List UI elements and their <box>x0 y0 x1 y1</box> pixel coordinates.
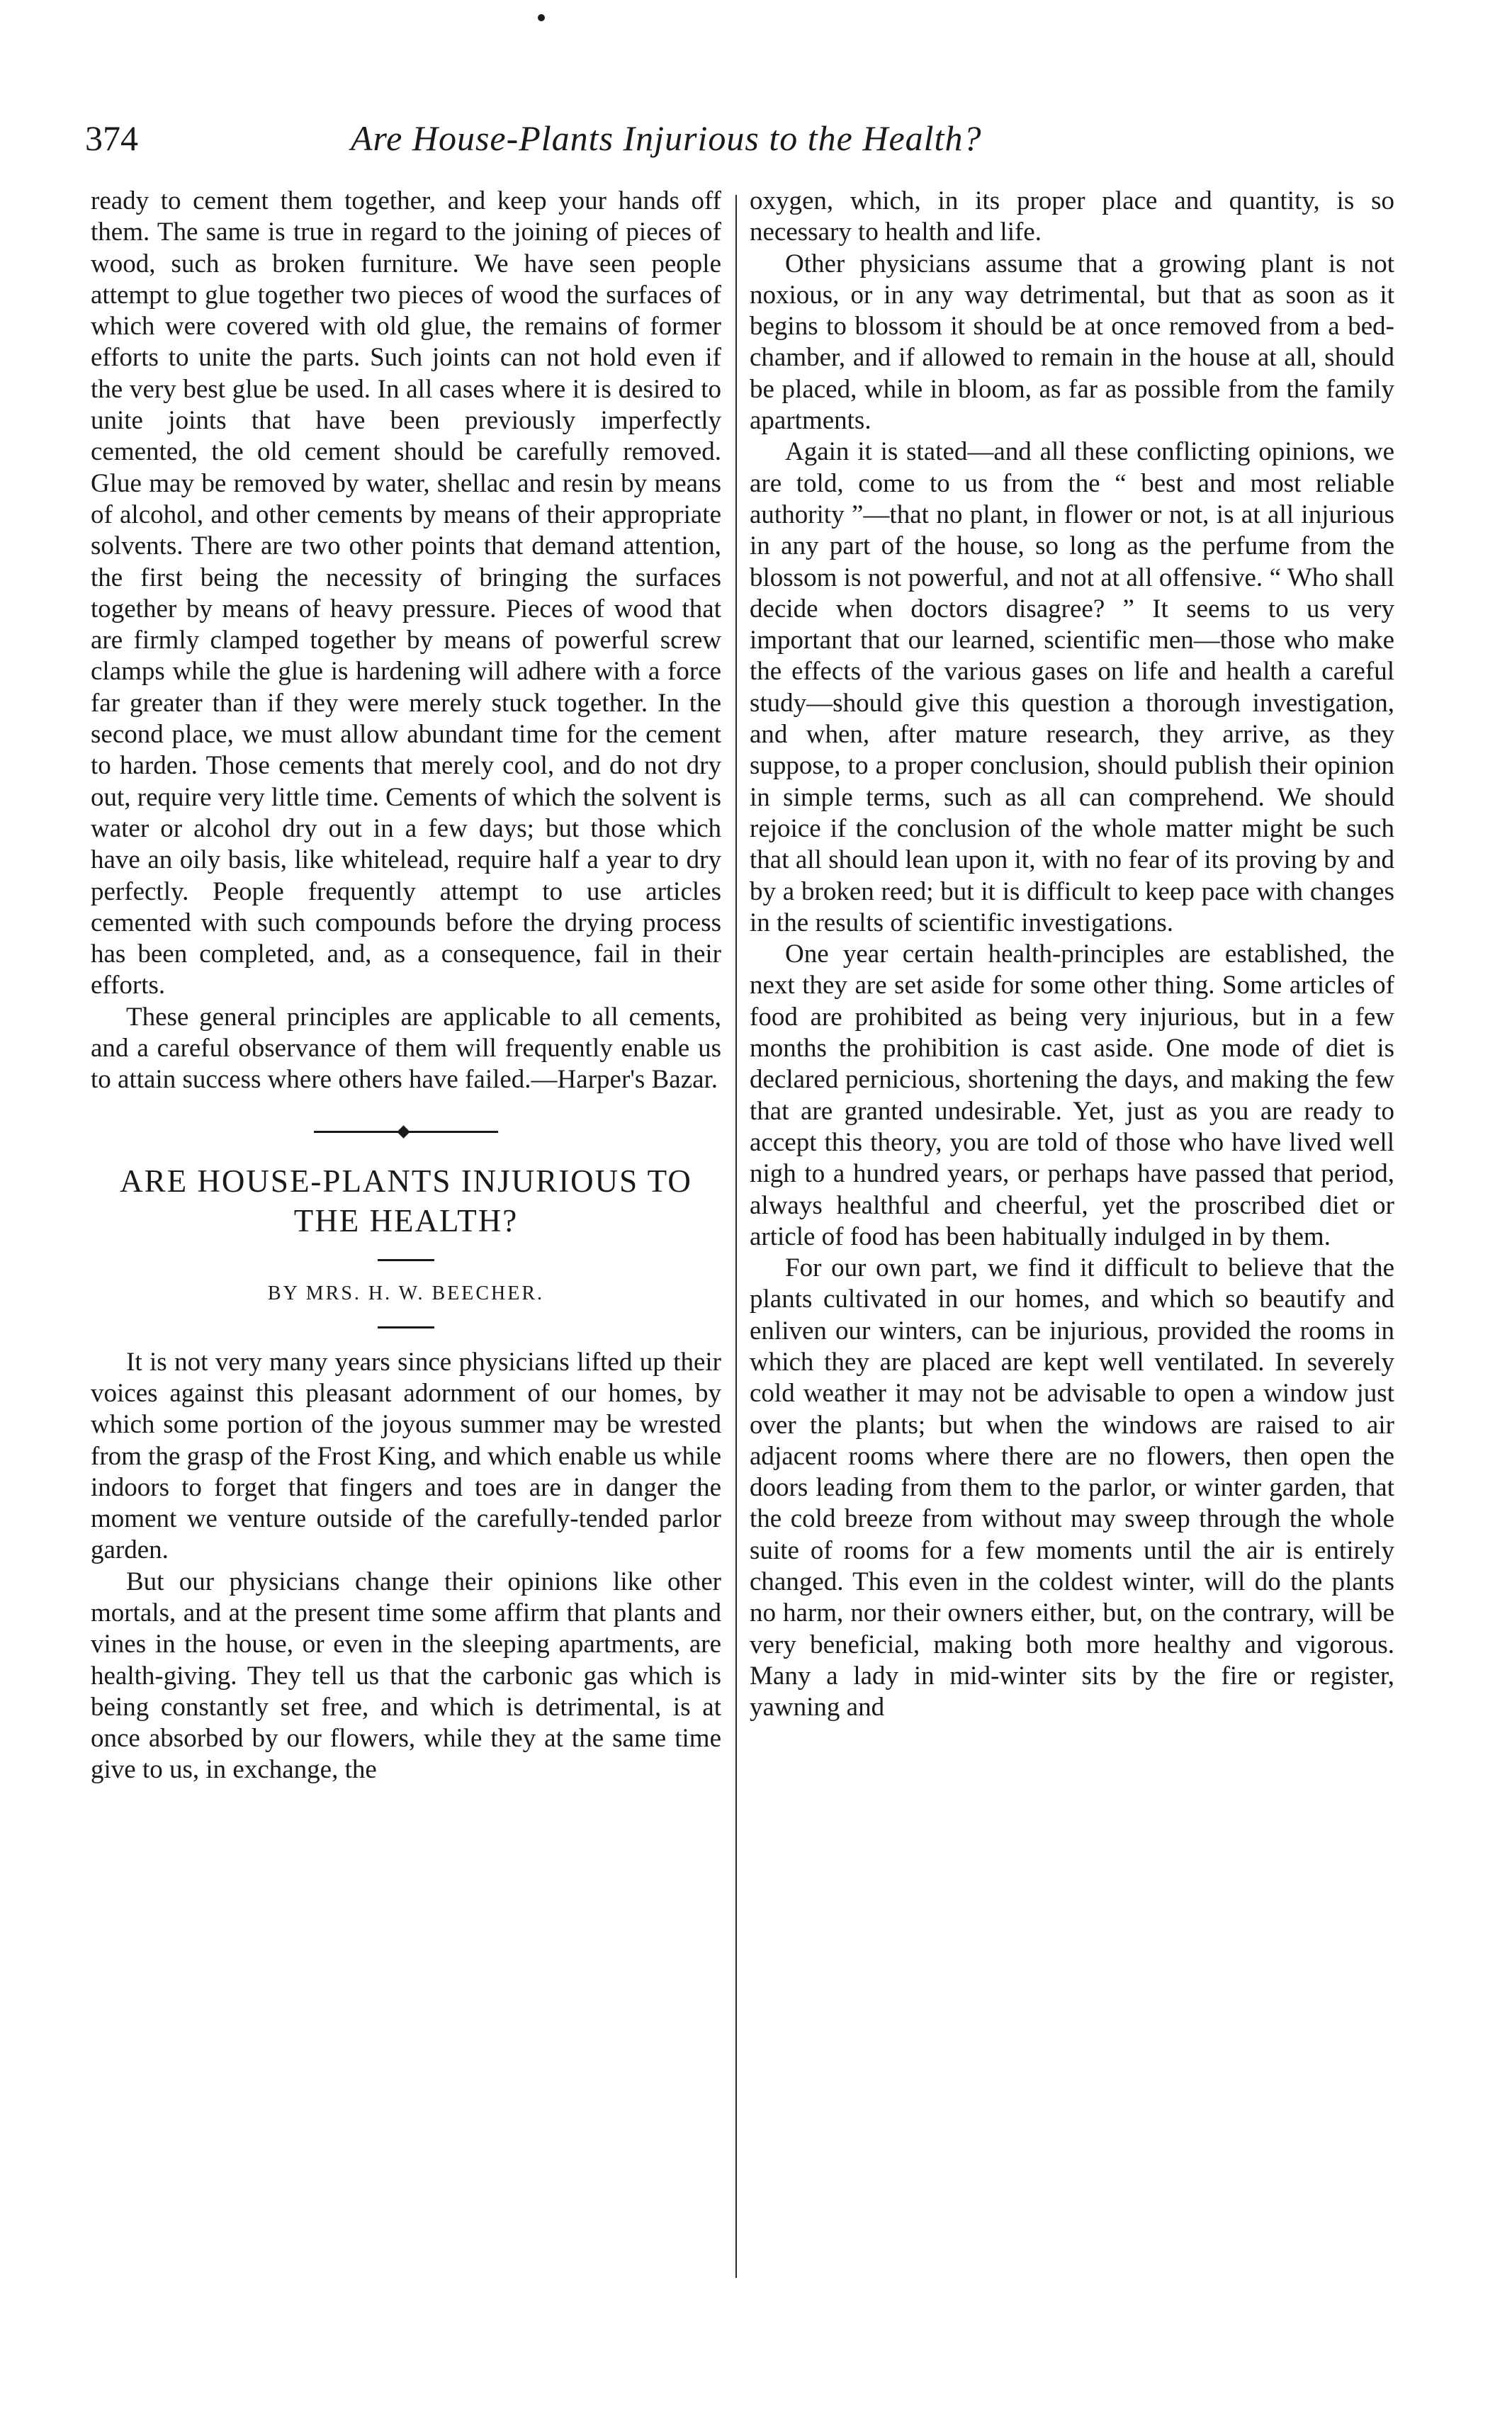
page-number: 374 <box>85 118 138 158</box>
page-header <box>85 113 1403 163</box>
byline: BY MRS. H. W. BEECHER. <box>267 1282 545 1304</box>
article-title: ARE HOUSE-PLANTS INJURIOUS TO THE HEALTH? <box>120 1163 692 1239</box>
left-column <box>91 186 721 1786</box>
article-paragraph: For our own part, we find it difficult to believe that the plants cultivated in our homes, and which so beautify and enliven our winters, can be injurious, provided the rooms in which they are placed are kept well ventilated. In severely cold weather it may not be advisable to open a window just over the plants; but when the windows are raised to air adjacent rooms where there are no flowers, then open the doors leading from them to the parlor, or winter garden, that the cold breeze from without may sweep through the whole suite of rooms for a few moments until the air is entirely changed. This even in the coldest winter, will do the plants no harm, nor their owners either, but, on the contrary, will be very beneficial, making both more healthy and vigorous. Many a lady in mid-winter sits by the fire or register, yawning and <box>750 1253 1394 1722</box>
article-paragraph: Other physicians assume that a growing plant is not noxious, or in any way detrimental, but that as soon as it begins to blossom it should be at once removed from a bed-chamber, and if allowed to remain in the house at all, should be placed, while in bloom, as far as possible from the family apartments. <box>750 249 1394 436</box>
article-paragraph: It is not very many years since physicians lifted up their voices against this pleasant adornment of our homes, by which some portion of the joyous summer may be wrested from the grasp of the Frost King, and which enable us while indoors to forget that fingers and toes are in danger the moment we venture outside of the carefully-tended parlor garden. <box>91 1347 721 1565</box>
closing-paragraph: These general principles are applicable to all cements, and a careful observance of them will frequently enable us to attain success where others have failed.—Harper's Bazar. <box>91 1002 721 1095</box>
title-rule <box>378 1259 434 1261</box>
byline-rule <box>378 1326 434 1328</box>
print-speck <box>538 14 545 21</box>
column-divider <box>735 195 737 2278</box>
article-paragraph: oxygen, which, in its proper place and quantity, is so necessary to health and life. <box>750 186 1394 247</box>
ornament-diamond <box>397 1125 410 1138</box>
continued-paragraph: ready to cement them together, and keep your hands off them. The same is true in regard to the joining of pieces of wood, such as broken furniture. We have seen people attempt to glue together two pieces of wood the surfaces of which were covered with old glue, the remains of former efforts to unite the parts. Such joints can not hold even if the very best glue be used. In all cases where it is desired to unite joints that have been previously imperfectly cemented, the old cement should be carefully removed. Glue may be removed by water, shellac and resin by means of alcohol, and other cements by means of their appropriate solvents. There are two other points that demand attention, the first being the necessity of bringing the surfaces together by means of heavy pressure. Pieces of wood that are firmly clamped together by means of powerful screw clamps while the glue is hardening will adhere with a force far greater than if they were merely stuck together. In the second place, we must allow abundant time for the cement to harden. Those cements that merely cool, and do not dry out, require very little time. Cements of which the solvent is water or alcohol dry out in a few days; but those which have an oily basis, like whitelead, require half a year to dry perfectly. People frequently attempt to use articles cemented with such compounds before the drying process has been completed, and, as a consequence, fail in their efforts. <box>91 186 721 1000</box>
running-title: Are House-Plants Injurious to the Health? <box>351 118 982 158</box>
section-ornament <box>314 1127 498 1136</box>
article-paragraph: One year certain health-principles are established, the next they are set aside for some other thing. Some articles of food are prohibited as being very injurious, but in a few months the prohibition is cast aside. One mode of diet is declared pernicious, shortening the days, and making the few that are granted undesirable. Yet, just as you are ready to accept this theory, you are told of those who have lived well nigh to a hundred years, or perhaps have passed that period, always healthful and cheerful, yet the proscribed diet or article of food has been habitually indulged in by them. <box>750 940 1394 1251</box>
article-paragraph: Again it is stated—and all these conflicting opinions, we are told, come to us from the “ best and most reliable authority ”—that no plant, in flower or not, is at all injurious in any part of the house, so long as the perfume from the blossom is not powerful, and not at all offensive. “ Who shall decide when doctors disagree? ” It seems to us very important that our learned, scientific men—those who make the effects of the various gases on life and health a careful study—should give this question a thorough investigation, and when, after mature research, they arrive, as they suppose, to a proper conclusion, should publish their opinion in simple terms, such as all can comprehend. We should rejoice if the conclusion of the whole matter might be such that all should lean upon it, with no fear of its proving by and by a broken reed; but it is difficult to keep pace with changes in the results of scientific investigations. <box>750 437 1394 937</box>
right-column <box>750 186 1394 1724</box>
article-paragraph: But our physicians change their opinions like other mortals, and at the present time some affirm that plants and vines in the house, or even in the sleeping apartments, are health-giving. They tell us that the carbonic gas which is being constantly set free, and which is detrimental, is at once absorbed by our flowers, while they at the same time give to us, in exchange, the <box>91 1567 721 1785</box>
